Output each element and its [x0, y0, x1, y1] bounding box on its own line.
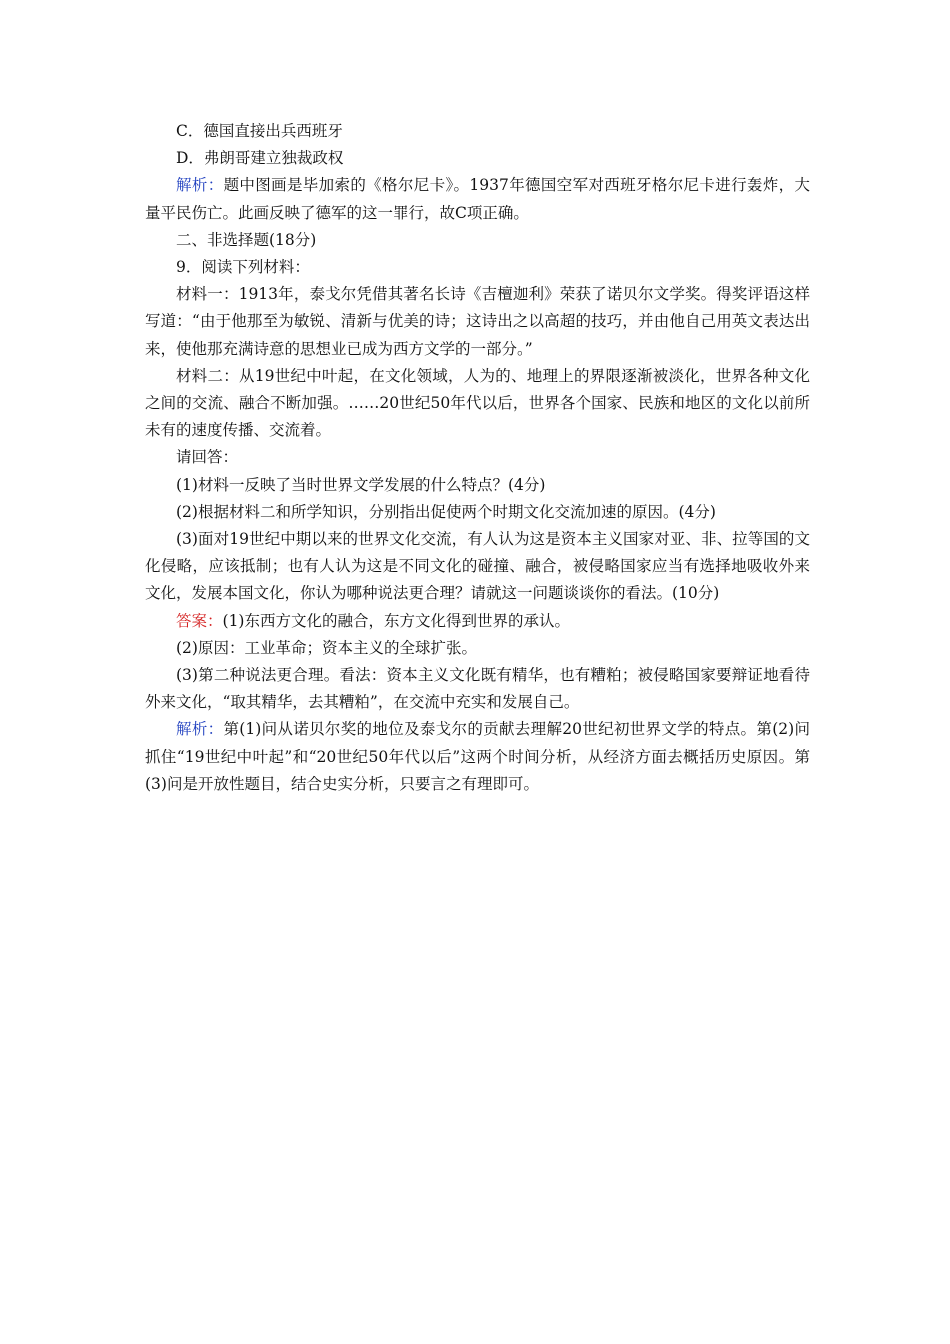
q9-analysis: [145, 716, 810, 798]
analysis-label: 解析：: [176, 176, 224, 195]
sub-question-1: (1)材料一反映了当时世界文学发展的什么特点？(4分): [176, 475, 546, 494]
q8-analysis: [145, 172, 810, 226]
answer-1: [145, 608, 810, 635]
sub-question-3: (3)面对19世纪中期以来的世界文化交流，有人认为这是资本主义国家对亚、非、拉等国的文化侵略，应该抵制；也有人认为这是不同文化的碰撞、融合，被侵略国家应当有选择地吸收外来文化，发展本国文化，你认为哪种说法更合理？请就这一问题谈谈你的看法。(10分): [145, 530, 810, 603]
answer-label: 答案：: [176, 611, 223, 630]
question-stem: 9．阅读下列材料：: [176, 258, 310, 277]
material-one: 材料一：1913年，泰戈尔凭借其著名长诗《吉檀迦利》荣获了诺贝尔文学奖。得奖评语这样写道：“由于他那至为敏锐、清新与优美的诗；这诗出之以高超的技巧，并由他自己用英文表达出来，使他那充满诗意的思想业已成为西方文学的一部分。”: [145, 285, 810, 358]
answer-2: (2)原因：工业革命；资本主义的全球扩张。: [176, 638, 477, 657]
material-two: 材料二：从19世纪中叶起，在文化领域，人为的、地理上的界限逐渐被淡化，世界各种文化之间的交流、融合不断加强。……20世纪50年代以后，世界各个国家、民族和地区的文化以前所未有的速度传播、交流着。: [145, 366, 810, 440]
sub-question-2: (2)根据材料二和所学知识，分别指出促使两个时期文化交流加速的原因。(4分): [176, 502, 716, 521]
section-heading: 二、非选择题(18分): [176, 230, 317, 249]
analysis-text: 第(1)问从诺贝尔奖的地位及泰戈尔的贡献去理解20世纪初世界文学的特点。第(2)问抓住“19世纪中叶起”和“20世纪50年代以后”这两个时间分析，从经济方面去概括历史原因。第(3)问是开放性题目，结合史实分析，只要言之有理即可。: [145, 720, 810, 793]
analysis-text: 题中图画是毕加索的《格尔尼卡》。1937年德国空军对西班牙格尔尼卡进行轰炸，大量平民伤亡。此画反映了德军的这一罪行，故C项正确。: [145, 176, 810, 222]
analysis-label: 解析：: [176, 720, 224, 739]
document-body: [145, 118, 810, 798]
answer-text-1: (1)东西方文化的融合，东方文化得到世界的承认。: [222, 611, 570, 630]
option-c: C．德国直接出兵西班牙: [176, 122, 343, 140]
answer-prompt: 请回答：: [176, 448, 239, 467]
answer-3: (3)第二种说法更合理。看法：资本主义文化既有精华，也有糟粕；被侵略国家要辩证地看待外来文化，“取其精华，去其糟粕”，在交流中充实和发展自己。: [145, 666, 810, 712]
option-d: D．弗朗哥建立独裁政权: [176, 149, 344, 168]
